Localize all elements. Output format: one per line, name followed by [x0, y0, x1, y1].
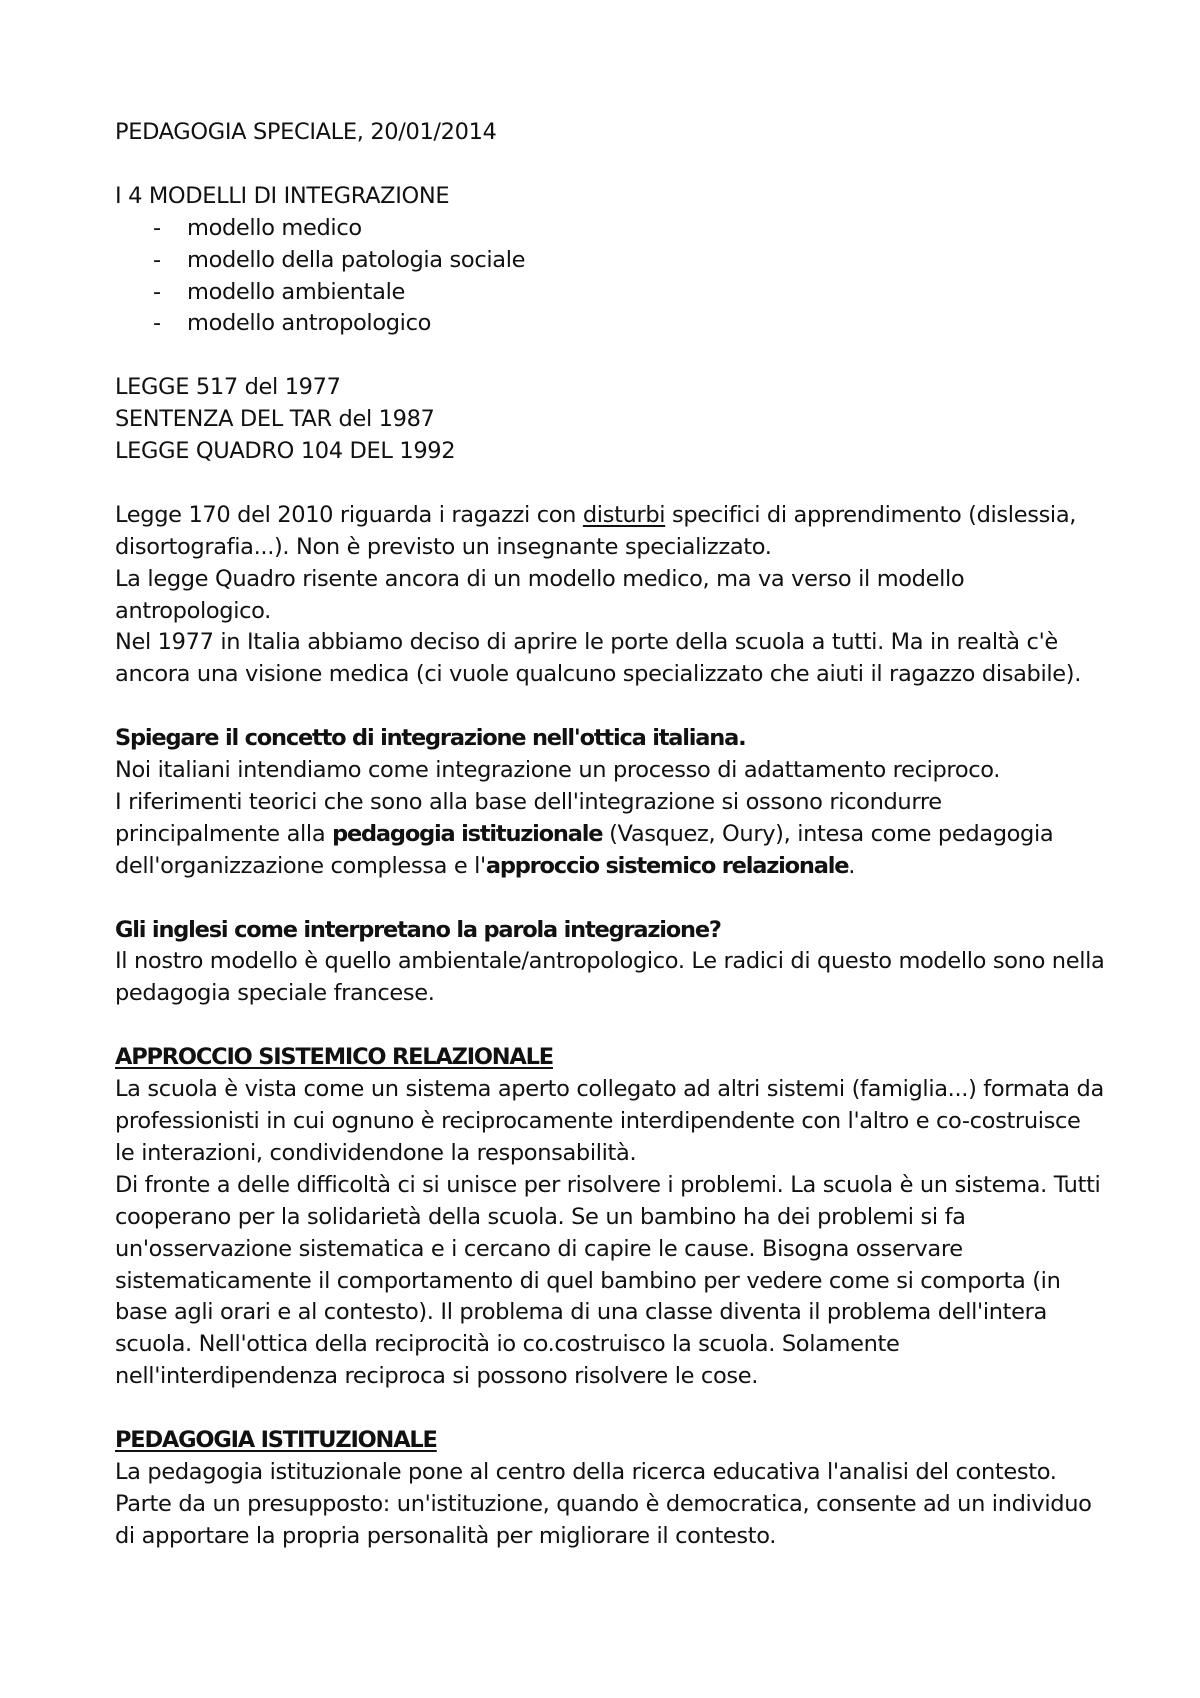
law-line: LEGGE QUADRO 104 DEL 1992 — [115, 438, 456, 465]
models-heading: I 4 MODELLI DI INTEGRAZIONE — [115, 182, 450, 209]
spacer — [115, 1010, 1105, 1042]
dash-bullet: - — [153, 214, 161, 241]
dash-bullet: - — [153, 246, 161, 273]
spacer — [115, 883, 1105, 915]
integrazione-riferimenti-paragraph: I riferimenti teorici che sono alla base dell'integrazione si ossono ricondurre principalmente alla pedagogia istituzionale (Vasquez, Oury), intesa come pedagogia dell'organizzazione complessa e l'approccio sistemico relazionale. — [115, 788, 1054, 879]
spacer — [115, 468, 1105, 500]
list-item-text: modello della patologia sociale — [187, 246, 526, 273]
pedagogia-istituzionale-heading: PEDAGOGIA ISTITUZIONALE — [115, 1427, 437, 1454]
pedagogia-istituzionale-paragraph: La pedagogia istituzionale pone al centro della ricerca educativa l'analisi del contesto. Parte da un presupposto: un'istituzione, quando è democratica, consente ad un individuo di apportare la propria personalità per migliorare il contesto. — [115, 1458, 1092, 1549]
dash-bullet: - — [153, 310, 161, 337]
law-line: SENTENZA DEL TAR del 1987 — [115, 406, 435, 433]
list-item — [115, 277, 1105, 309]
inglesi-answer: Il nostro modello è quello ambientale/antropologico. Le radici di questo modello sono nella pedagogia speciale francese. — [115, 948, 1105, 1007]
bold-term: approccio sistemico relazionale — [485, 852, 849, 879]
legge-quadro-paragraph: La legge Quadro risente ancora di un modello medico, ma va verso il modello antropologico. — [115, 565, 965, 624]
list-item — [115, 308, 1105, 340]
document-page — [115, 117, 1105, 1553]
list-item — [115, 213, 1105, 245]
models-list — [115, 213, 1105, 341]
list-item-text: modello ambientale — [187, 278, 405, 305]
spacer — [115, 340, 1105, 372]
spacer — [115, 1393, 1105, 1425]
law-line: LEGGE 517 del 1977 — [115, 374, 341, 401]
spacer — [115, 691, 1105, 723]
integrazione-answer-line: Noi italiani intendiamo come integrazione un processo di adattamento reciproco. — [115, 757, 1001, 784]
inglesi-question: Gli inglesi come interpretano la parola integrazione? — [115, 916, 721, 943]
bold-term: pedagogia istituzionale — [332, 820, 603, 847]
list-item-text: modello medico — [187, 214, 362, 241]
dash-bullet: - — [153, 278, 161, 305]
underlined-word: disturbi — [582, 501, 666, 528]
list-item — [115, 245, 1105, 277]
document-title: PEDAGOGIA SPECIALE, 20/01/2014 — [115, 119, 497, 145]
spacer — [115, 149, 1105, 181]
integrazione-question: Spiegare il concetto di integrazione nell'ottica italiana. — [115, 725, 746, 752]
italia-paragraph: Nel 1977 in Italia abbiamo deciso di aprire le porte della scuola a tutti. Ma in realtà c'è ancora una visione medica (ci vuole qualcuno specializzato che aiuti il ragazzo disabile). — [115, 629, 1081, 688]
approccio-heading: APPROCCIO SISTEMICO RELAZIONALE — [115, 1044, 553, 1071]
approccio-paragraph: La scuola è vista come un sistema aperto collegato ad altri sistemi (famiglia...) formata da professionisti in cui ognuno è reciprocamente interdipendente con l'altro e co-costruisce le interazioni, condividendone la responsabilità. — [115, 1076, 1104, 1166]
approccio-paragraph: Di fronte a delle difficoltà ci si unisce per risolvere i problemi. La scuola è un sistema. Tutti cooperano per la solidarietà della scuola. Se un bambino ha dei problemi si fa un'osservazione sistematica e i cercano di capire le cause. Bisogna osservare sistematicamente il comportamento di quel bambino per vedere come si comporta (in base agli orari e al contesto). Il problema di una classe diventa il problema dell'intera scuola. Nell'ottica della reciprocità io co.costruisco la scuola. Solamente nell'interdipendenza reciproca si possono risolvere le cose. — [115, 1171, 1101, 1390]
list-item-text: modello antropologico — [187, 310, 432, 337]
legge-170-paragraph: Legge 170 del 2010 riguarda i ragazzi con disturbi specifici di apprendimento (dislessia, disortografia...). Non è previsto un insegnante specializzato. — [115, 501, 1077, 560]
